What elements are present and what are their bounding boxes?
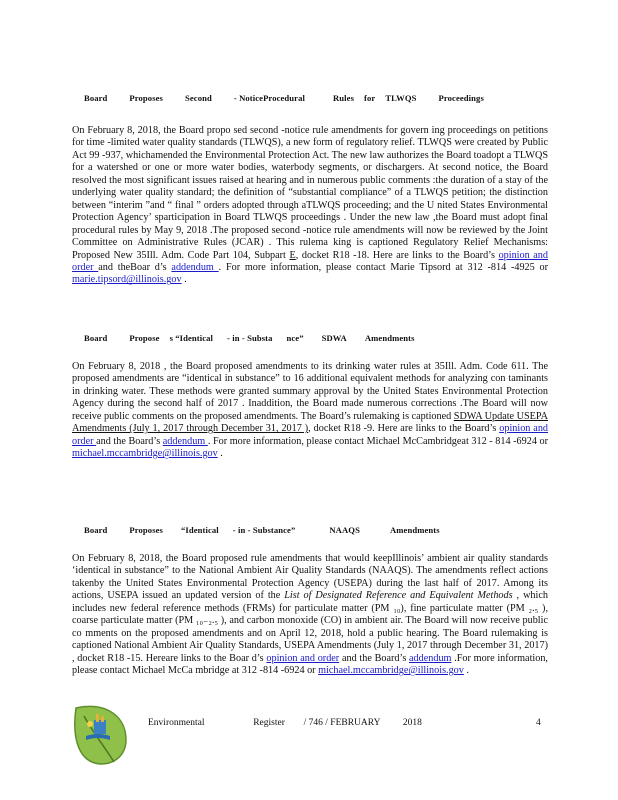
body-text: . For more information, please contact Michael McCambridgeat 312 - 814 -6924 or <box>207 435 549 447</box>
page-footer <box>148 718 548 728</box>
inline-link[interactable]: marie.tipsord@illinois.gov <box>72 274 182 286</box>
section-naaqs <box>72 525 548 678</box>
heading-word: SDWA <box>321 333 347 343</box>
body-text: On February 8, 2018, the Board proposed rule amendments that would keepIllinois’ ambient air quality standards ‘identical in substance” to the National Ambient Air Quality Standards (NAAQS). The amendments reflect actions takenby the United States Environmental Protection Agency (USEPA) during the last half of 2017. Among its actions, USEPA issued an updated version of the <box>72 553 548 602</box>
body-text: .For more information, please contact Michael McCa mbridge at 312 -814 -6924 or <box>72 652 548 677</box>
section-body <box>72 125 548 287</box>
heading-word: s “Identical <box>169 333 214 343</box>
footer-register: Register <box>253 718 285 728</box>
body-text: , which includes new federal reference methods (FRMs) for particulate matter (PM ₁₀), fine particulate matter (PM ₂.₅ ), coarse particulate matter (PM ₁₀₋₂.₅ ), and carbon monoxide (CO) in ambient air. The Board will now receive public co mments on the proposed amendments and on April 12, 2018, hold a public hearing. The Board rulemaking is captioned National Ambient Air Quality Standards, USEPA Amendments (July 1, 2017 through December 31, 2017) , docket R18 -15. Hereare links to the Boar d’s <box>72 590 548 664</box>
heading-word: Proposes <box>129 93 164 103</box>
section-body <box>72 553 548 678</box>
heading-word: Amendments <box>364 333 415 343</box>
body-text: and theBoar d’s <box>98 261 172 273</box>
heading-word: Board <box>84 93 108 103</box>
heading-word: Board <box>84 525 108 535</box>
body-text: and the Board’s <box>96 435 163 447</box>
heading-word: Rules <box>332 93 355 103</box>
body-text: and the Board’s <box>339 652 410 664</box>
heading-word: - in - Substance” <box>232 525 296 535</box>
heading-word: TLWQS <box>385 93 417 103</box>
section-sdwa <box>72 333 548 461</box>
heading-word: Board <box>84 333 108 343</box>
inline-link[interactable]: addendum <box>162 435 208 447</box>
heading-word: Amendments <box>389 525 440 535</box>
body-text: , docket R18 -9. Here are links to the Board’s <box>308 423 500 435</box>
leaf-logo-icon <box>70 700 130 770</box>
inline-link[interactable]: michael.mccambridge@illinois.gov <box>318 665 464 677</box>
section-heading <box>72 333 548 343</box>
heading-word: - in - Substa <box>227 333 273 343</box>
inline-link[interactable]: opinion and order <box>72 249 548 273</box>
inline-link[interactable]: michael.mccambridge@illinois.gov <box>72 448 218 460</box>
body-text: . <box>463 665 469 677</box>
body-text: On February 8, 2018, the Board propo sed second -notice rule amendments for govern ing proceedings on petitions for time -limited water quality standards (TLWQS), a new form of regulatory relief. TLWQS were created by Public Act 99 -937, whichamended the Environmental Protection Act. The new law authorizes the Board toadopt a TLWQS for a watershed or one or more water bodies, waterbody segments, or dischargers. At second notice, the Board resolved the most significant issues raised at hearing and in numerous public comments :the duration of a stay of the underlying water quality standard; the definition of “substantial compliance” of a TLWQS petition; the distinction between “interim ”and “ final ” orders adopted through aTLWQS proceeding; and the U nited States Environmental Protection Agency’ sparticipation in Board TLWQS proceedings . Under the new law ,the Board must adopt final procedural rules by May 9, 2018 .The proposed second -notice rule amendments will now be reviewed by the Joint Committee on Administrative Rules (JCAR) . This rulema king is captioned Regulatory Relief Mechanisms: Proposed New 35Ill. Adm. Code Part 104, Subpart <box>72 125 548 261</box>
underlined-text: E <box>289 249 296 261</box>
heading-word: NAAQS <box>329 525 360 535</box>
underlined-text: SDWA Update USEPA Amendments (July 1, 2017 through December 31, 2017 ) <box>72 410 548 435</box>
footer-publication: Environmental <box>148 718 205 728</box>
heading-word: for <box>364 93 376 103</box>
heading-word: “Identical <box>181 525 219 535</box>
footer-year: 2018 <box>402 718 422 728</box>
section-tlwqs <box>72 93 548 287</box>
section-heading <box>72 525 548 535</box>
heading-word: nce” <box>286 333 304 343</box>
body-text: On February 8, 2018 , the Board proposed amendments to its drinking water rules at 35Ill. Adm. Code 611. The proposed amendments are “identical in substance” to 16 additional equivalent methods for analyzing con taminants in drinking water. These methods were granted summary approval by the United States Environmental Protection Agency during the second half of 2017 . Inaddition, the Board made numerous corrections .The Board will now receive public comments on the proposed amendments. The Board’s rulemaking is captioned <box>72 361 548 422</box>
heading-word: Propose <box>129 333 160 343</box>
heading-word: - NoticeProcedural <box>233 93 305 103</box>
inline-link[interactable]: opinion and order <box>72 423 549 447</box>
heading-word: Proposes <box>129 525 164 535</box>
heading-word: Second <box>185 93 212 103</box>
body-text: . For more information, please contact Marie Tipsord at 312 -814 -4925 or <box>218 261 548 273</box>
body-text: . <box>217 448 223 460</box>
italic-title: List of Designated Reference and Equivalent Methods <box>284 590 513 602</box>
inline-link[interactable]: addendum <box>171 261 219 273</box>
body-text: . <box>181 274 187 286</box>
footer-issue: / 746 / FEBRUARY <box>303 718 381 728</box>
inline-link[interactable]: addendum <box>409 652 452 664</box>
heading-word: Proceedings <box>438 93 484 103</box>
section-body <box>72 361 548 461</box>
body-text: , docket R18 -18. Here are links to the Board’s <box>295 249 499 261</box>
section-heading <box>72 93 548 103</box>
page-number: 4 <box>536 718 541 728</box>
inline-link[interactable]: opinion and order <box>266 652 340 664</box>
